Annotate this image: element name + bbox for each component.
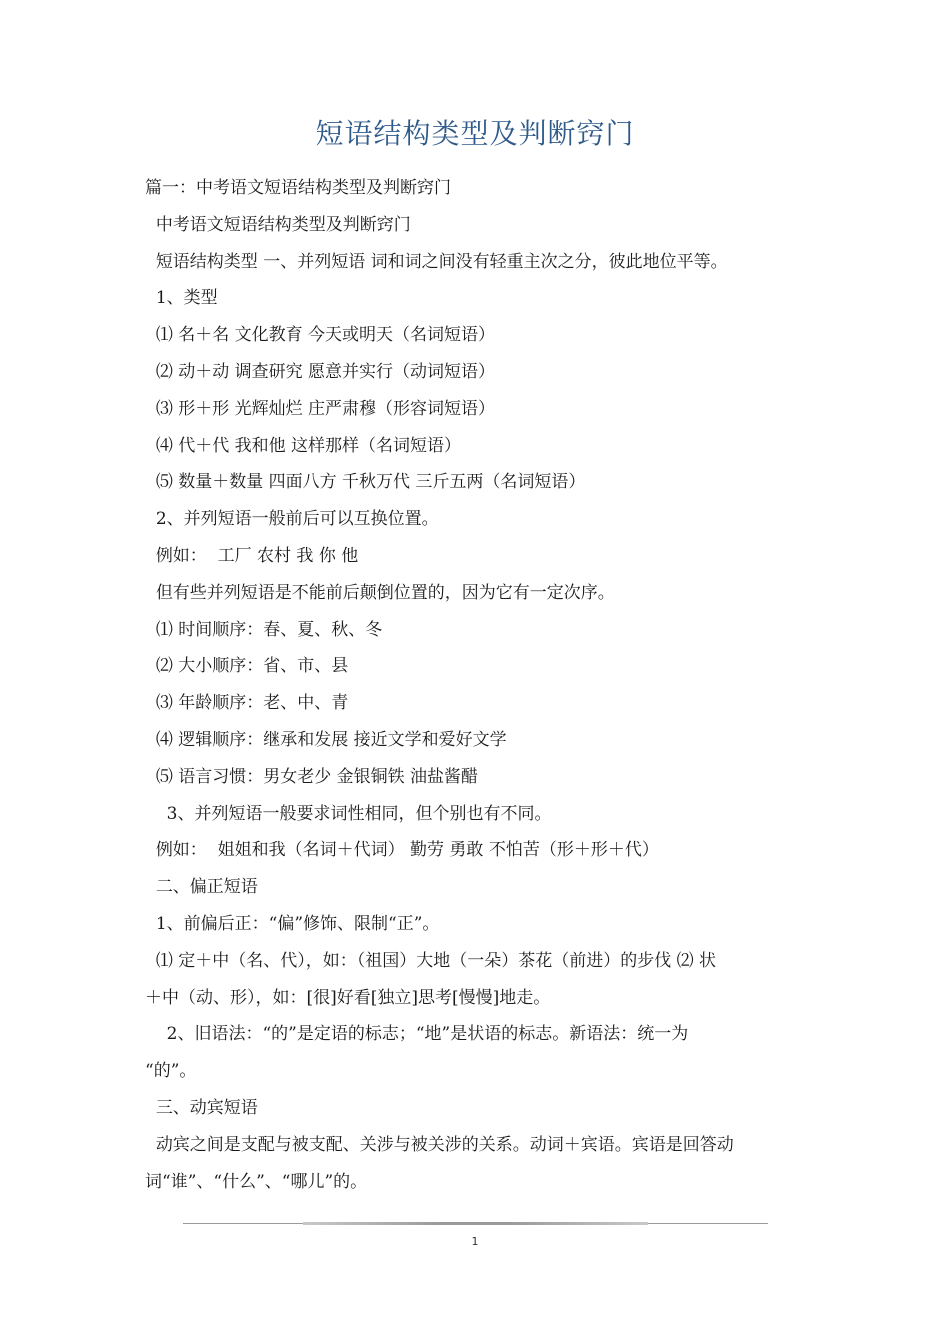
body-line: 二、偏正短语 — [145, 877, 258, 898]
body-line: 例如： 姐姐和我（名词＋代词） 勤劳 勇敢 不怕苦（形＋形＋代） — [145, 840, 659, 861]
body-line: 动宾之间是支配与被支配、关涉与被关涉的关系。动词＋宾语。宾语是回答动 — [145, 1134, 734, 1155]
body-line: ⑴ 时间顺序：春、夏、秋、冬 — [145, 619, 383, 640]
body-line: 短语结构类型 一、并列短语 词和词之间没有轻重主次之分，彼此地位平等。 — [145, 251, 728, 272]
page-number: 1 — [471, 1235, 479, 1248]
body-line: “的”。 — [145, 1061, 197, 1082]
body-line: 篇一：中考语文短语结构类型及判断窍门 — [145, 178, 451, 198]
body-line: ⑸ 数量＋数量 四面八方 千秋万代 三斤五两（名词短语） — [145, 472, 586, 493]
body-line: 但有些并列短语是不能前后颠倒位置的，因为它有一定次序。 — [145, 582, 615, 603]
body-line: ⑵ 动＋动 调查研究 愿意并实行（动词短语） — [145, 361, 496, 382]
document-title: 短语结构类型及判断窍门 — [315, 117, 635, 150]
body-line: 1、类型 — [145, 288, 218, 309]
body-line: 例如： 工厂 农村 我 你 他 — [145, 545, 359, 566]
body-line: ⑴ 定＋中（名、代），如：（祖国）大地（一朵）茶花（前进）的步伐 ⑵ 状 — [145, 950, 717, 971]
body-line: ⑶ 年龄顺序：老、中、青 — [145, 693, 349, 714]
body-line: ⑸ 语言习惯：男女老少 金银铜铁 油盐酱醋 — [145, 766, 479, 787]
body-line: ⑵ 大小顺序：省、市、县 — [145, 656, 349, 677]
body-line: 3、并列短语一般要求词性相同，但个别也有不同。 — [145, 803, 552, 824]
body-line: ⑴ 名＋名 文化教育 今天或明天（名词短语） — [145, 325, 496, 346]
body-line: ⑷ 逻辑顺序：继承和发展 接近文学和爱好文学 — [145, 729, 507, 750]
body-line: ⑷ 代＋代 我和他 这样那样（名词短语） — [145, 435, 462, 456]
document-body — [145, 170, 810, 1200]
body-line: 词“谁”、“什么”、“哪儿”的。 — [145, 1171, 368, 1192]
body-line: 1、前偏后正：“偏”修饰、限制“正”。 — [145, 913, 440, 934]
body-line: 2、并列短语一般前后可以互换位置。 — [145, 509, 439, 530]
body-line: ＋中（动、形），如：[很]好看[独立]思考[慢慢]地走。 — [145, 987, 551, 1008]
body-line: 2、旧语法：“的”是定语的标志；“地”是状语的标志。新语法：统一为 — [145, 1024, 689, 1045]
body-line: ⑶ 形＋形 光辉灿烂 庄严肃穆（形容词短语） — [145, 398, 496, 419]
body-line: 中考语文短语结构类型及判断窍门 — [145, 214, 411, 235]
footer-divider — [183, 1222, 768, 1226]
body-line: 三、动宾短语 — [145, 1097, 258, 1118]
